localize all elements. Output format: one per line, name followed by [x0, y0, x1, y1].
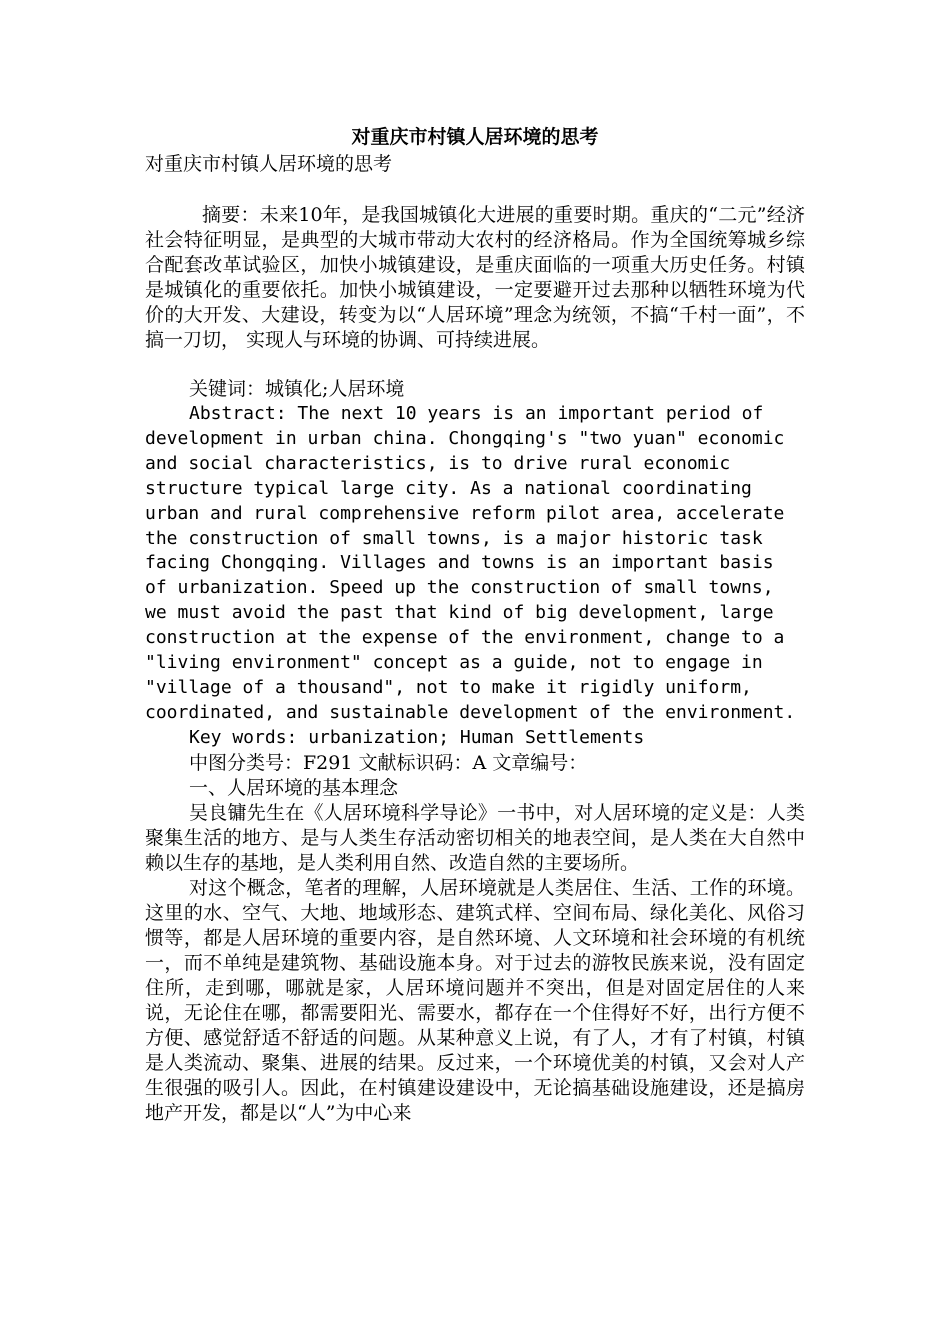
document-title: 对重庆市村镇人居环境的思考: [351, 126, 599, 148]
document-page: [145, 122, 805, 1126]
keywords-english: Key words: urbanization; Human Settlements: [189, 726, 645, 748]
keywords-chinese: 关键词：城镇化;人居环境: [189, 378, 405, 400]
document-subtitle: 对重庆市村镇人居环境的思考: [145, 153, 393, 175]
section-heading: 一、人居环境的基本理念: [189, 776, 399, 799]
abstract-english: Abstract: The next 10 years is an important period of development in urban china. Chongqing's "two yuan" economic and social characteristics, is to drive rural economic structure typical large city. As a national coordinating urban and rural comprehensive reform pilot area, accelerate the construction of small towns, is a major historic task facing Chongqing. Villages and towns is an important basis of urbanization. Speed up the construction of small towns, we must avoid the past that kind of big development, large construction at the expense of the environment, change to a "living environment" concept as a guide, not to engage in "village of a thousand", not to make it rigidly uniform, coordinated, and sustainable development of the environment.: [145, 403, 796, 723]
spacer: [145, 353, 805, 377]
body-paragraph: 对这个概念，笔者的理解，人居环境就是人类居住、生活、工作的环境。这里的水、空气、大地、地域形态、建筑式样、空间布局、绿化美化、风俗习惯等，都是人居环境的重要内容，是自然环境、人文环境和社会环境的有机统一，而不单纯是建筑物、基础设施本身。对于过去的游牧民族来说，没有固定住所，走到哪，哪就是家，人居环境问题并不突出，但是对固定居住的人来说，无论住在哪，都需要阳光、需要水，都存在一个住得好不好，出行方便不方便、感觉舒适不舒适的问题。从某种意义上说，有了人，才有了村镇，村镇是人类流动、聚集、进展的结果。反过来，一个环境优美的村镇，又会对人产生很强的吸引人。因此，在村镇建设建设中，无论搞基础设施建设，还是搞房地产开发，都是以“人”为中心来: [145, 876, 805, 1124]
abstract-chinese: 摘要：未来10年，是我国城镇化大进展的重要时期。重庆的“二元”经济社会特征明显，是典型的大城市带动大农村的经济格局。作为全国统筹城乡综合配套改革试验区，加快小城镇建设，是重庆面临的一项重大历史任务。村镇是城镇化的重要依托。加快小城镇建设，一定要避开过去那种以牺牲环境为代价的大开发、大建设，转变为以“人居环境”理念为统领，不搞“千村一面”，不搞一刀切， 实现人与环境的协调、可持续进展。: [145, 204, 805, 351]
spacer: [145, 177, 805, 203]
body-paragraph: 吴良镛先生在《人居环境科学导论》一书中，对人居环境的定义是：人类聚集生活的地方、是与人类生存活动密切相关的地表空间，是人类在大自然中赖以生存的基地，是人类利用自然、改造自然的主要场所。: [145, 801, 805, 874]
classification-line: 中图分类号：F291 文献标识码：A 文章编号：: [189, 751, 588, 774]
